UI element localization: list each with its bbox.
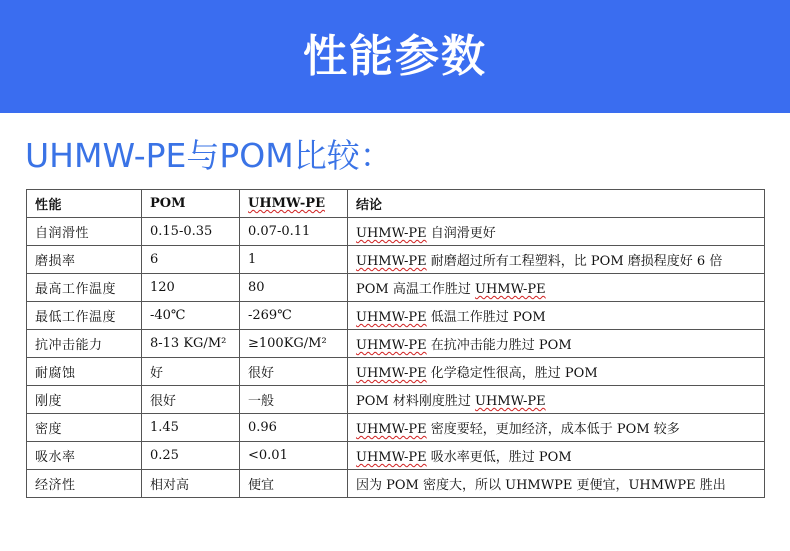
cell-conclusion — [348, 246, 765, 274]
cell-pom-value: 6 — [142, 246, 240, 274]
cell-uhmw-value: 0.96 — [240, 414, 348, 442]
conclusion-text: POM 材料刚度胜过 — [356, 394, 475, 409]
conclusion-prefix: UHMW-PE — [356, 450, 427, 465]
conclusion-text: POM 高温工作胜过 — [356, 282, 475, 297]
cell-uhmw-value: 很好 — [240, 358, 348, 386]
cell-conclusion — [348, 302, 765, 330]
cell-property: 抗冲击能力 — [27, 330, 142, 358]
conclusion-text: 低温工作胜过 POM — [430, 310, 546, 325]
table-row — [27, 414, 765, 442]
conclusion-suffix: UHMW-PE — [474, 282, 546, 297]
cell-pom-value: 8-13 KG/M² — [142, 330, 240, 358]
cell-uhmw-value: 80 — [240, 274, 348, 302]
conclusion-prefix: UHMW-PE — [356, 310, 427, 325]
cell-property: 最高工作温度 — [27, 274, 142, 302]
conclusion-text: 自润滑更好 — [430, 226, 496, 241]
table-row — [27, 302, 765, 330]
table-row — [27, 330, 765, 358]
conclusion-text: 耐磨超过所有工程塑料，比 POM 磨损程度好 6 倍 — [430, 254, 723, 269]
comparison-table — [26, 189, 765, 498]
cell-conclusion — [348, 330, 765, 358]
table-row — [27, 274, 765, 302]
cell-pom-value: 0.15-0.35 — [142, 218, 240, 246]
cell-conclusion — [348, 470, 765, 498]
conclusion-prefix: UHMW-PE — [356, 254, 427, 269]
conclusion-prefix: UHMW-PE — [356, 366, 427, 381]
table-body — [27, 218, 765, 498]
cell-uhmw-value: 一般 — [240, 386, 348, 414]
cell-pom-value: 好 — [142, 358, 240, 386]
section-subtitle: UHMW-PE与POM比较： — [25, 136, 393, 175]
header-property: 性能 — [27, 190, 142, 218]
table-header-row — [27, 190, 765, 218]
cell-conclusion — [348, 274, 765, 302]
header-pom: POM — [142, 190, 240, 218]
cell-pom-value: 0.25 — [142, 442, 240, 470]
cell-uhmw-value: 0.07-0.11 — [240, 218, 348, 246]
conclusion-prefix: UHMW-PE — [356, 338, 427, 353]
cell-pom-value: 相对高 — [142, 470, 240, 498]
cell-pom-value: -40℃ — [142, 302, 240, 330]
cell-conclusion — [348, 218, 765, 246]
header-conclusion: 结论 — [348, 190, 765, 218]
table-row — [27, 470, 765, 498]
page-title: 性能参数 — [303, 31, 487, 82]
table-row — [27, 246, 765, 274]
cell-uhmw-value: ≥100KG/M² — [240, 330, 348, 358]
cell-property: 自润滑性 — [27, 218, 142, 246]
conclusion-text: 吸水率更低，胜过 POM — [430, 450, 572, 465]
conclusion-prefix: UHMW-PE — [356, 226, 427, 241]
header-uhmw — [240, 190, 348, 218]
cell-uhmw-value: <0.01 — [240, 442, 348, 470]
table-row — [27, 218, 765, 246]
cell-property: 耐腐蚀 — [27, 358, 142, 386]
conclusion-text: 在抗冲击能力胜过 POM — [430, 338, 572, 353]
cell-conclusion — [348, 358, 765, 386]
cell-pom-value: 1.45 — [142, 414, 240, 442]
table-row — [27, 442, 765, 470]
header-uhmw-label: UHMW-PE — [248, 196, 325, 211]
cell-uhmw-value: -269℃ — [240, 302, 348, 330]
cell-property: 刚度 — [27, 386, 142, 414]
cell-property: 经济性 — [27, 470, 142, 498]
table-row — [27, 358, 765, 386]
cell-property: 最低工作温度 — [27, 302, 142, 330]
cell-conclusion — [348, 442, 765, 470]
conclusion-text: 密度要轻，更加经济，成本低于 POM 较多 — [430, 422, 680, 437]
conclusion-suffix: UHMW-PE — [474, 394, 546, 409]
cell-pom-value: 很好 — [142, 386, 240, 414]
cell-uhmw-value: 便宜 — [240, 470, 348, 498]
cell-uhmw-value: 1 — [240, 246, 348, 274]
cell-conclusion — [348, 414, 765, 442]
cell-property: 吸水率 — [27, 442, 142, 470]
conclusion-text: 化学稳定性很高，胜过 POM — [430, 366, 598, 381]
conclusion-text: 因为 POM 密度大，所以 UHMWPE 更便宜，UHMWPE 胜出 — [356, 478, 726, 493]
cell-property: 磨损率 — [27, 246, 142, 274]
table-row — [27, 386, 765, 414]
cell-conclusion — [348, 386, 765, 414]
conclusion-prefix: UHMW-PE — [356, 422, 427, 437]
cell-property: 密度 — [27, 414, 142, 442]
cell-pom-value: 120 — [142, 274, 240, 302]
